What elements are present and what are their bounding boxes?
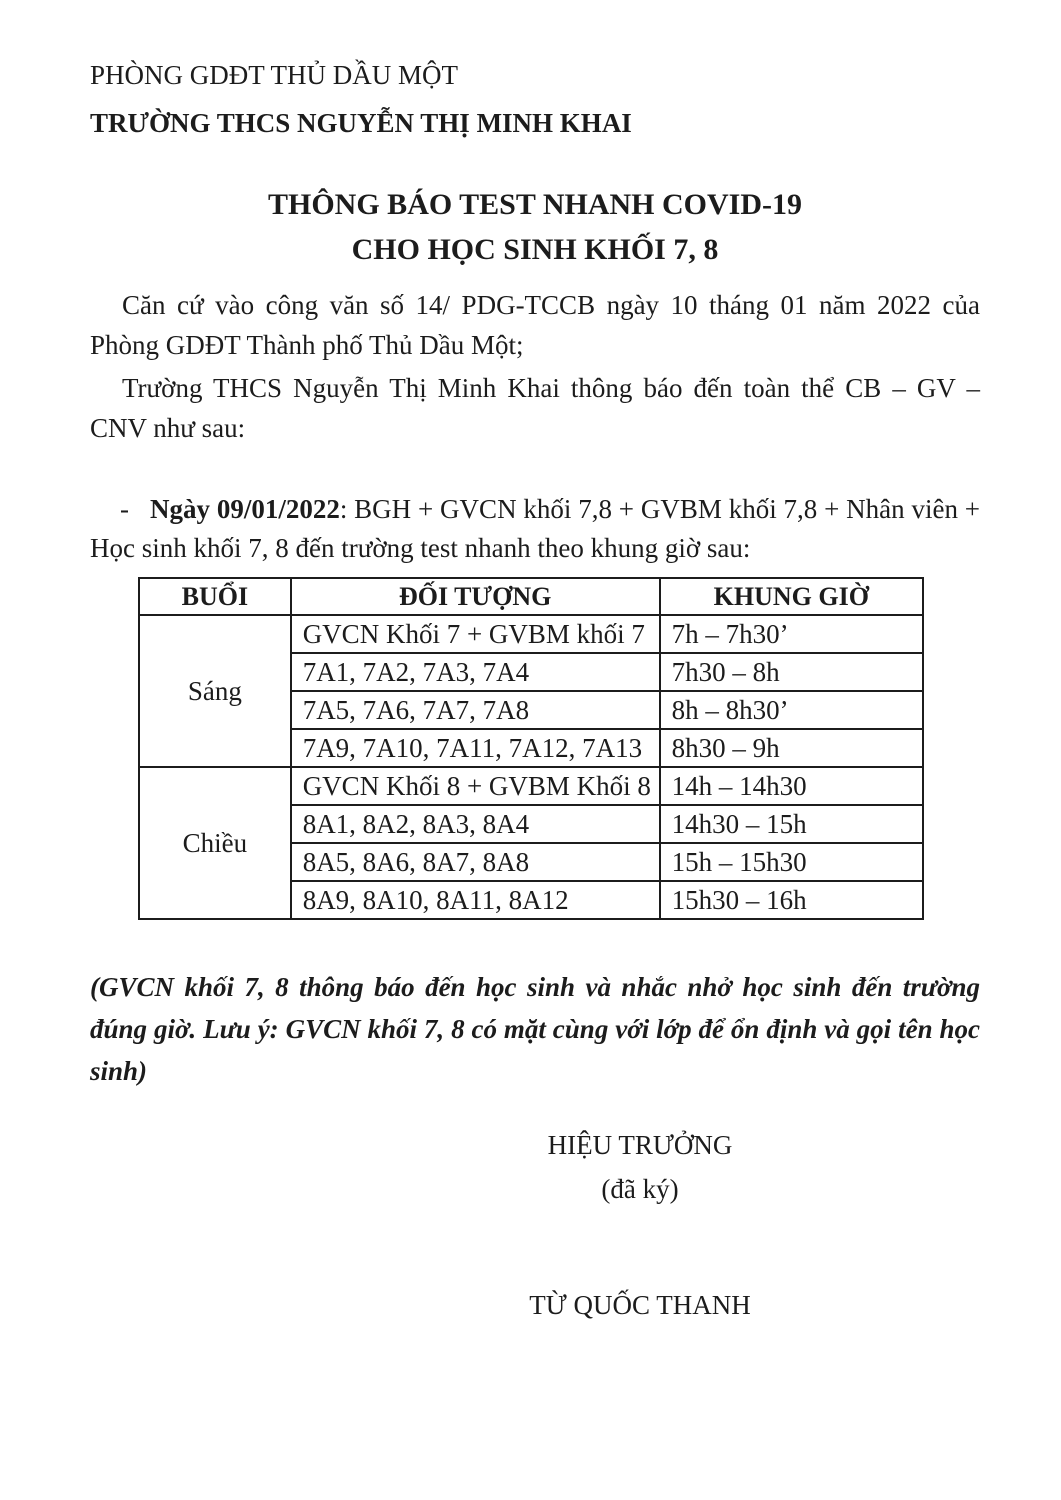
schedule-intro-text: : BGH + GVCN khối 7,8 + GVBM khối 7,8 + Nhân viên + Học sinh khối 7, 8 đến trường test nhanh theo khung giờ sau:: [90, 494, 980, 563]
table-row: [139, 615, 923, 653]
target-cell: 8A9, 8A10, 8A11, 8A12: [291, 881, 660, 919]
col-header-session: BUỔI: [139, 578, 291, 615]
target-cell: GVCN Khối 8 + GVBM Khối 8: [291, 767, 660, 805]
document-title-line2: CHO HỌC SINH KHỐI 7, 8: [351, 233, 719, 266]
table-header-row: [139, 578, 923, 615]
org-department: PHÒNG GDĐT THỦ DẦU MỘT: [90, 60, 459, 90]
document-title: [90, 182, 980, 272]
target-cell: 8A1, 8A2, 8A3, 8A4: [291, 805, 660, 843]
paragraph-announcement: Trường THCS Nguyễn Thị Minh Khai thông báo đến toàn thể CB – GV – CNV như sau:: [90, 373, 980, 443]
time-cell: 7h30 – 8h: [660, 653, 923, 691]
session-cell: Sáng: [139, 615, 291, 767]
schedule-table: [138, 577, 924, 920]
signature-block: [380, 1128, 900, 1322]
target-cell: 7A9, 7A10, 7A11, 7A12, 7A13: [291, 729, 660, 767]
time-cell: 15h30 – 16h: [660, 881, 923, 919]
document-title-line1: THÔNG BÁO TEST NHANH COVID-19: [268, 188, 802, 221]
time-cell: 7h – 7h30’: [660, 615, 923, 653]
bullet-marker: -: [120, 494, 129, 524]
target-cell: 7A1, 7A2, 7A3, 7A4: [291, 653, 660, 691]
org-school: TRƯỜNG THCS NGUYỄN THỊ MINH KHAI: [90, 108, 632, 138]
time-cell: 8h – 8h30’: [660, 691, 923, 729]
target-cell: 7A5, 7A6, 7A7, 7A8: [291, 691, 660, 729]
table-row: [139, 767, 923, 805]
col-header-time: KHUNG GIỜ: [660, 578, 923, 615]
time-cell: 14h – 14h30: [660, 767, 923, 805]
target-cell: 8A5, 8A6, 8A7, 8A8: [291, 843, 660, 881]
paragraph-basis: Căn cứ vào công văn số 14/ PDG-TCCB ngày 10 tháng 01 năm 2022 của Phòng GDĐT Thành phố Thủ Dầu Một;: [90, 290, 980, 360]
col-header-target: ĐỐI TƯỢNG: [291, 578, 660, 615]
time-cell: 15h – 15h30: [660, 843, 923, 881]
session-cell: Chiều: [139, 767, 291, 919]
note-paragraph: (GVCN khối 7, 8 thông báo đến học sinh và nhắc nhở học sinh đến trường đúng giờ. Lưu ý: GVCN khối 7, 8 có mặt cùng với lớp để ổn định và gọi tên học sinh): [90, 972, 980, 1086]
paragraph-schedule-intro: [90, 490, 980, 568]
time-cell: 8h30 – 9h: [660, 729, 923, 767]
time-cell: 14h30 – 15h: [660, 805, 923, 843]
signed-note: (đã ký): [601, 1174, 679, 1204]
signer-role: HIỆU TRƯỞNG: [547, 1130, 733, 1160]
signer-name: TỪ QUỐC THANH: [529, 1290, 751, 1320]
schedule-date: Ngày 09/01/2022: [150, 494, 340, 524]
target-cell: GVCN Khối 7 + GVBM khối 7: [291, 615, 660, 653]
schedule-table-body: [139, 615, 923, 919]
org-header: [90, 58, 980, 140]
